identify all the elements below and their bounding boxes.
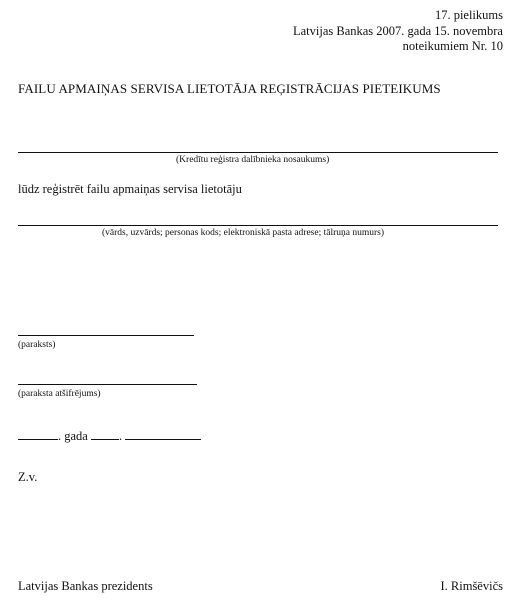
month-field[interactable] xyxy=(125,428,201,440)
annex-number: 17. pielikums xyxy=(434,8,503,22)
date-line xyxy=(18,428,201,444)
annex-header xyxy=(293,8,503,55)
annex-regulation-number: noteikumiem Nr. 10 xyxy=(402,39,503,53)
user-details-field[interactable] xyxy=(18,225,498,226)
day-field[interactable] xyxy=(91,428,119,440)
signature-decoded-field[interactable] xyxy=(18,384,197,385)
annex-regulation-date: Latvijas Bankas 2007. gada 15. novembra xyxy=(292,23,503,38)
form-title: FAILU APMAIŅAS SERVISA LIETOTĀJA REĢISTRĀCIJAS PIETEIKUMS xyxy=(18,81,441,96)
president-position: Latvijas Bankas prezidents xyxy=(18,579,153,593)
signature-decoded-caption: (paraksta atšifrējums) xyxy=(18,389,101,399)
stamp-place-mark: Z.v. xyxy=(18,470,38,484)
year-field[interactable] xyxy=(18,428,58,440)
user-details-caption: (vārds, uzvārds; personas kods; elektroniskā pasta adrese; tālruņa numurs) xyxy=(102,228,385,238)
participant-name-field[interactable] xyxy=(18,152,498,153)
signature-field[interactable] xyxy=(18,335,194,336)
gada-label: . gada xyxy=(58,429,88,443)
date-dot: . xyxy=(118,429,123,443)
signature-caption: (paraksts) xyxy=(18,340,56,350)
president-name: I. Rimšēvičs xyxy=(440,579,503,593)
participant-name-caption: (Kredītu reģistra dalībnieka nosaukums) xyxy=(176,155,330,165)
request-text: lūdz reģistrēt failu apmaiņas servisa lietotāju xyxy=(18,182,242,196)
